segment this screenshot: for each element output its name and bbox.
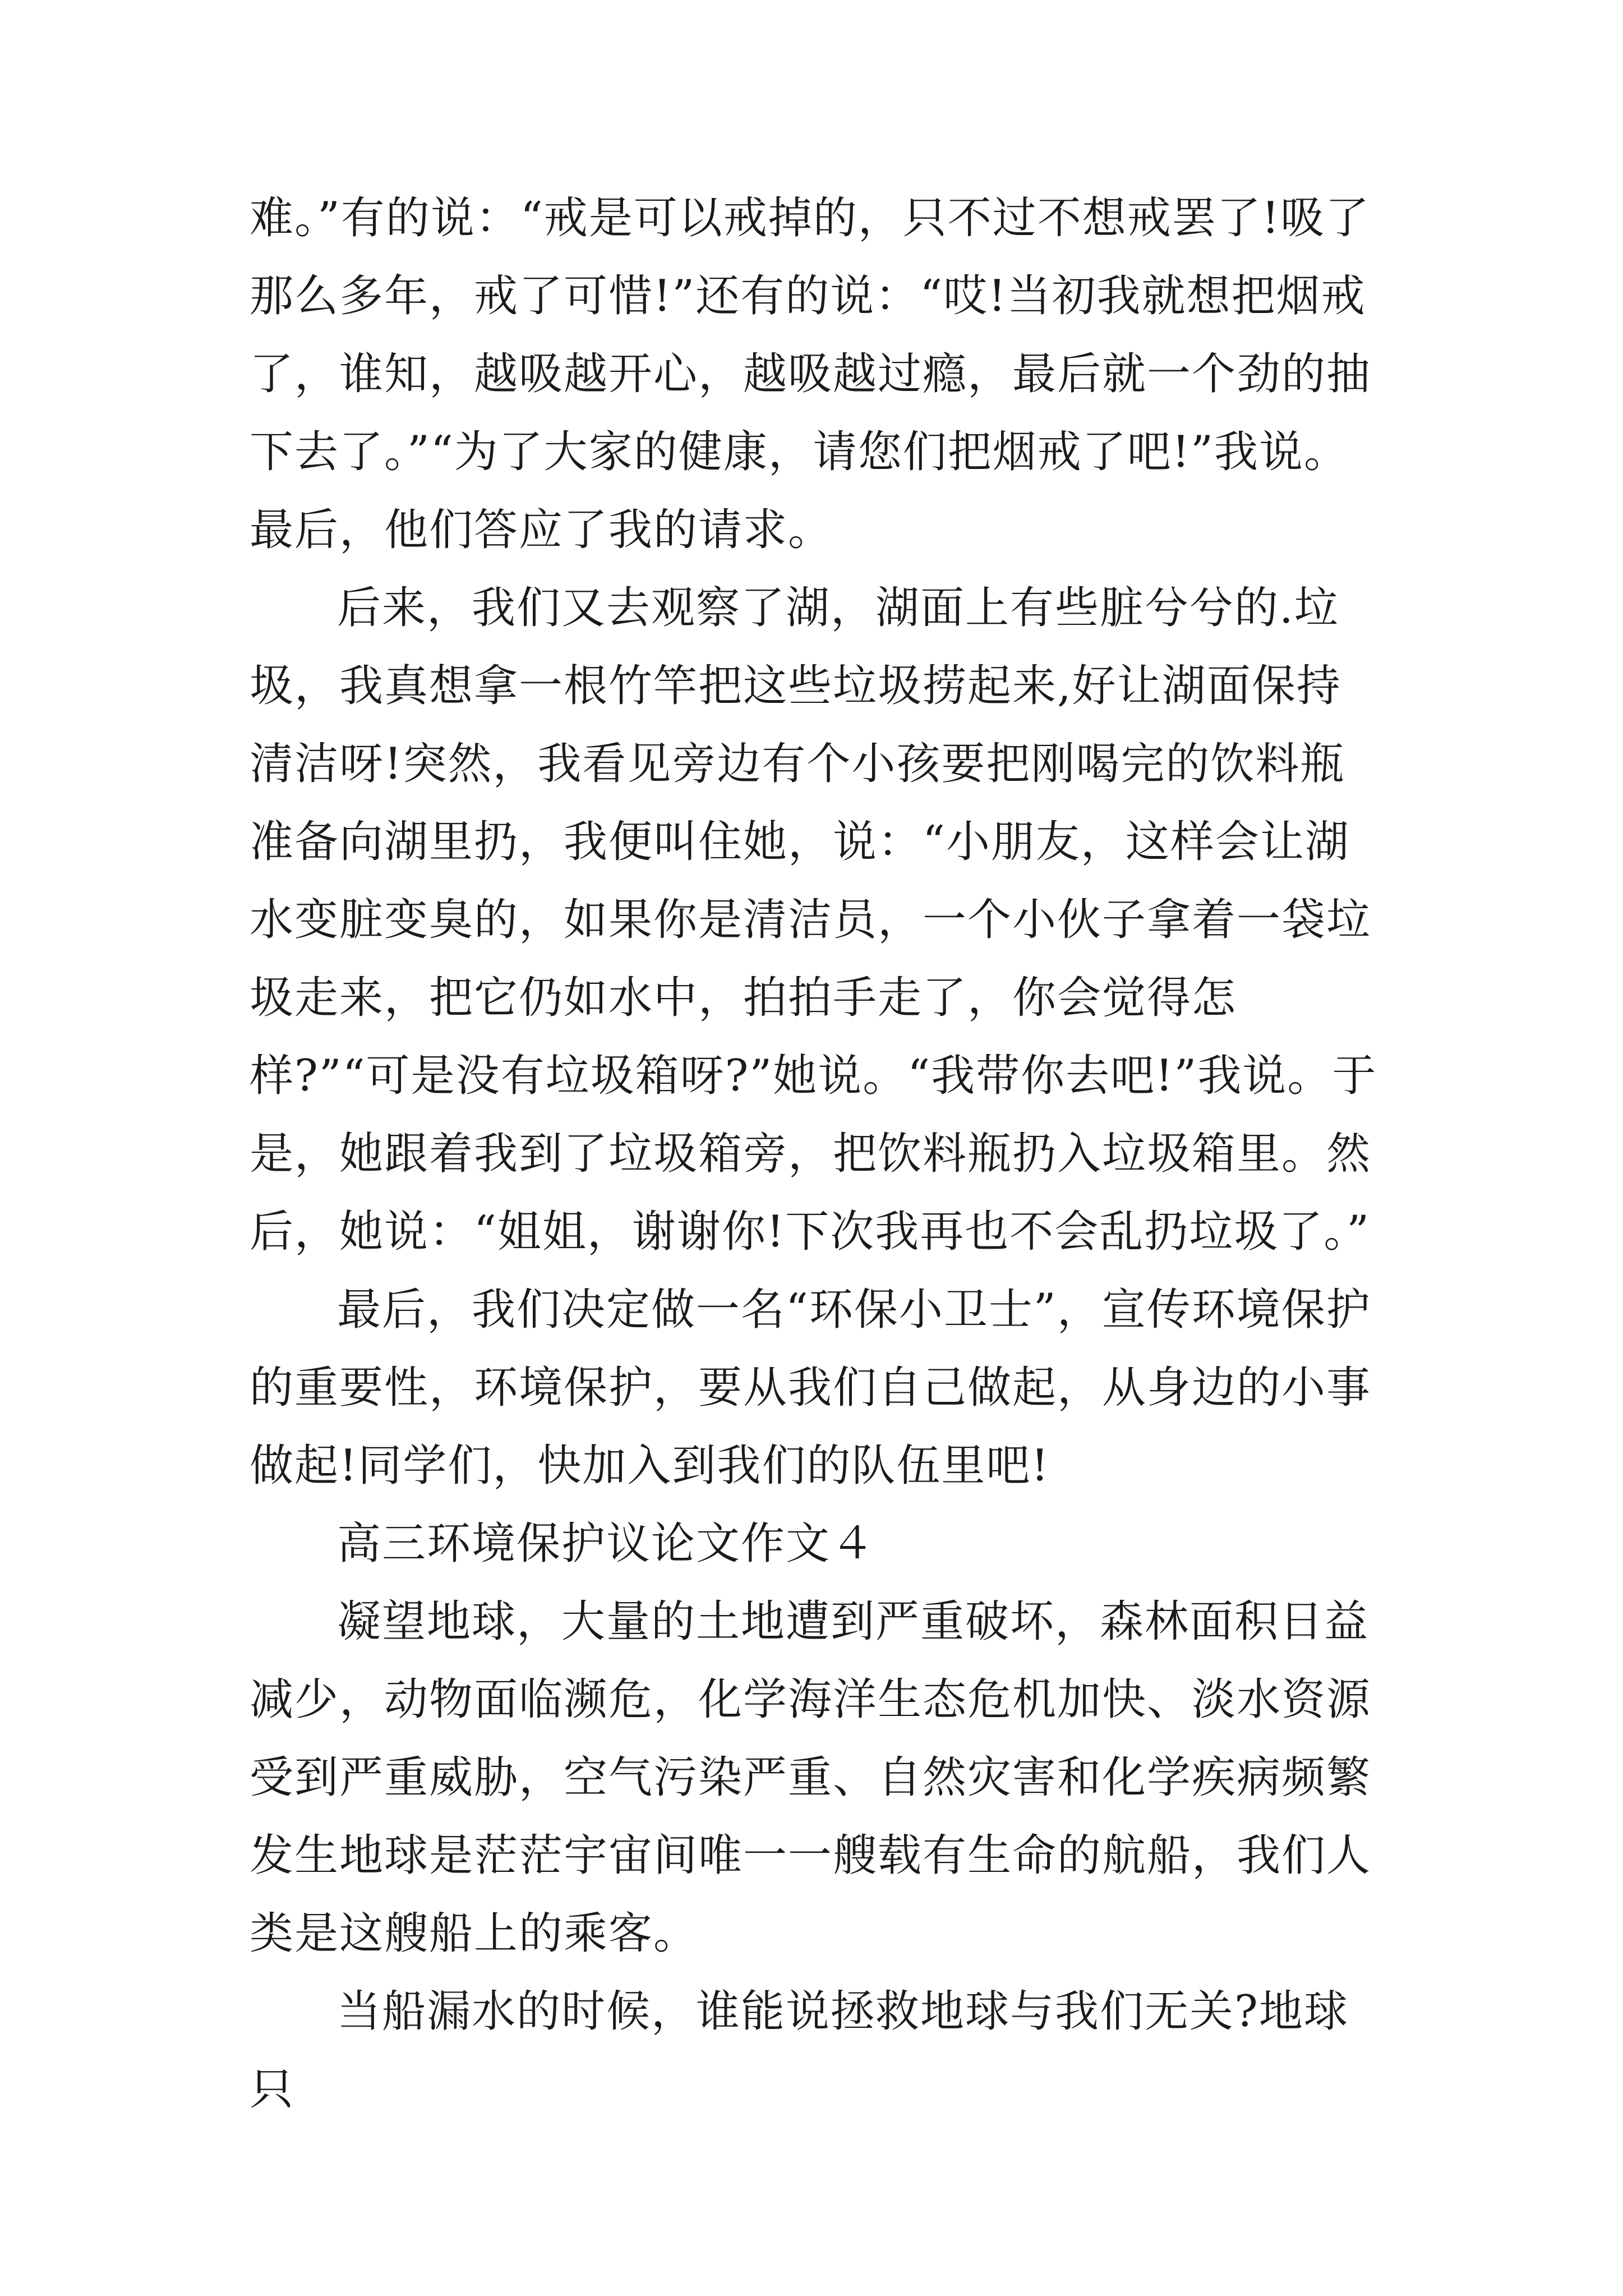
paragraph: 当船漏水的时候，谁能说拯救地球与我们无关?地球只 (250, 1986, 1349, 2115)
paragraph-continuation: 难。”有的说：“戒是可以戒掉的，只不过不想戒罢了!吸了那么多年，戒了可惜!”还有的说：“哎!当初我就想把烟戒了，谁知，越吸越开心，越吸越过瘾，最后就一个劲的抽下去了。”“为了大家的健康，请您们把烟戒了吧!”我说。最后，他们答应了我的请求。 (250, 193, 1372, 555)
paragraph: 最后，我们决定做一名“环保小卫士”，宣传环境保护的重要性，环境保护，要从我们自己做起，从身边的小事做起!同学们，快加入到我们的队伍里吧! (250, 1285, 1372, 1491)
paragraph: 后来，我们又去观察了湖，湖面上有些脏兮兮的.垃圾，我真想拿一根竹竿把这些垃圾捞起来,好让湖面保持清洁呀!突然，我看见旁边有个小孩要把刚喝完的饮料瓶准备向湖里扔，我便叫住她，说：“小朋友，这样会让湖水变脏变臭的，如果你是清洁员，一个小伙子拿着一袋垃圾走来，把它仍如水中，拍拍手走了，你会觉得怎样?”“可是没有垃圾箱呀?”她说。“我带你去吧!”我说。于是，她跟着我到了垃圾箱旁，把饮料瓶扔入垃圾箱里。然后，她说：“姐姐，谢谢你!下次我再也不会乱扔垃圾了。” (250, 583, 1377, 1257)
section-heading: 高三环境保护议论文作文４ (337, 1519, 876, 1569)
document-body (250, 180, 1382, 2129)
paragraph: 凝望地球，大量的土地遭到严重破坏，森林面积日益减少，动物面临濒危，化学海洋生态危机加快、淡水资源受到严重威胁，空气污染严重、自然灾害和化学疾病频繁发生地球是茫茫宇宙间唯一一艘载有生命的航船，我们人类是这艘船上的乘客。 (250, 1596, 1372, 1959)
